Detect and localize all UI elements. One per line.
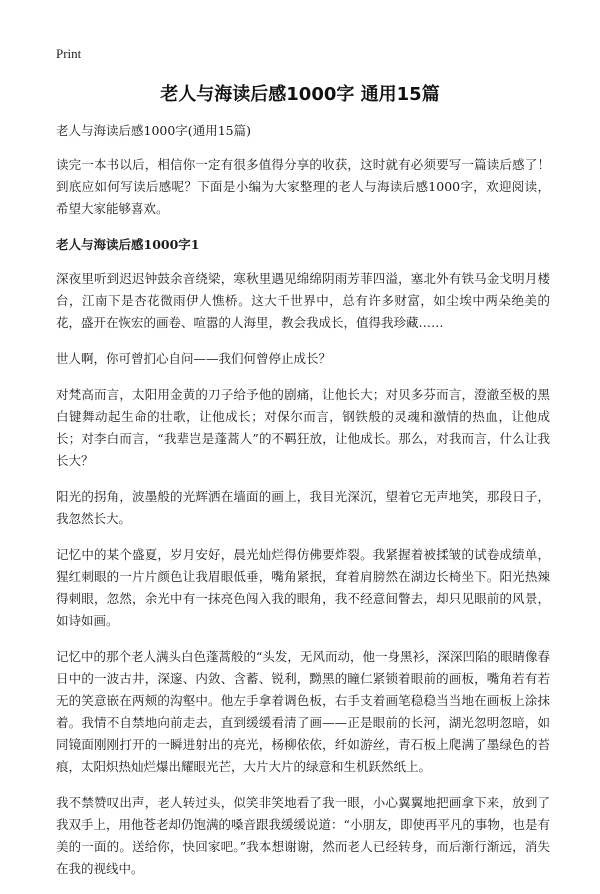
article-subtitle: 老人与海读后感1000字(通用15篇) (56, 123, 251, 138)
body-paragraph: 记忆中的某个盛夏，岁月安好，晨光灿烂得仿佛要炸裂。我紧握着被揉皱的试卷成绩单，猩红刺眼的一片片颜色让我眉眼低垂，嘴角紧抿，耷着肩膀然在湖边长椅坐下。阳光热辣得刺眼，忽然，余光中有一抹亮色闯入我的眼角，我不经意间瞥去，却只见眼前的风景，如诗如画。 (56, 547, 550, 628)
body-paragraph: 对梵高而言，太阳用金黄的刀子给予他的剧痛，让他长大；对贝多芬而言，澄澈至极的黑白键舞动起生命的壮歌，让他成长；对保尔而言，钢铁般的灵魂和激情的热血，让他成长；对李白而言，“我辈岂是蓬蒿人”的不羁狂放，让他成长。那么，对我而言，什么让我长大？ (56, 387, 550, 468)
intro-paragraph: 读完一本书以后，相信你一定有很多值得分享的收获，这时就有必须要写一篇读后感了！到底应如何写读后感呢？下面是小编为大家整理的老人与海读后感1000字，欢迎阅读，希望大家能够喜欢。 (56, 157, 550, 216)
body-paragraph: 我不禁赞叹出声，老人转过头，似笑非笑地看了我一眼，小心翼翼地把画拿下来，放到了我双手上，用他苍老却仍饱满的嗓音跟我缓缓说道：“小朋友，即使再平凡的事物，也是有美的一面的。送给你，快回家吧。”我本想谢谢，然而老人已经转身，而后渐行渐远，消失在我的视线中。 (56, 795, 550, 876)
body-paragraph: 深夜里听到迟迟钟鼓余音绕梁，寒秋里遇见绵绵阴雨芳菲四溢，塞北外有铁马金戈明月楼台，江南下是杏花微雨伊人憔桥。这大千世界中，总有许多财富，如尘埃中两朵绝美的花，盛开在恢宏的画卷、喧嚣的人海里，教会我成长，值得我珍藏…… (56, 271, 550, 330)
body-paragraph: 记忆中的那个老人满头白色蓬蒿般的“头发，无风而动，他一身黑衫，深深凹陷的眼睛像春日中的一波古井，深邃、内敛、含蓄、锐利，黝黑的瞳仁紧锁着眼前的画板，嘴角若有若无的笑意嵌在两颊的沟壑中。他左手拿着调色板，右手支着画笔稳稳当当地在画板上涂抹着。我情不自禁地向前走去，直到缓缓看清了画——正是眼前的长河，湖光忽明忽暗，如同镜面刚刚打开的一瞬进射出的亮光，杨柳依依，纤如游丝，青石板上爬满了墨绿色的苔痕，太阳炽热灿烂爆出耀眼光芒，大片大片的绿意和生机跃然纸上。 (56, 649, 550, 774)
body-paragraph: 世人啊，你可曾扪心自问——我们何曾停止成长？ (56, 351, 332, 366)
section-heading: 老人与海读后感1000字1 (56, 237, 200, 252)
article-body (56, 120, 550, 894)
print-link[interactable]: Print (56, 46, 82, 61)
page-title: 老人与海读后感1000字 通用15篇 (160, 84, 440, 105)
body-paragraph: 阳光的拐角，波墨般的光辉洒在墙面的画上，我目光深沉，望着它无声地笑，那段日子，我忽然长大。 (56, 489, 550, 526)
